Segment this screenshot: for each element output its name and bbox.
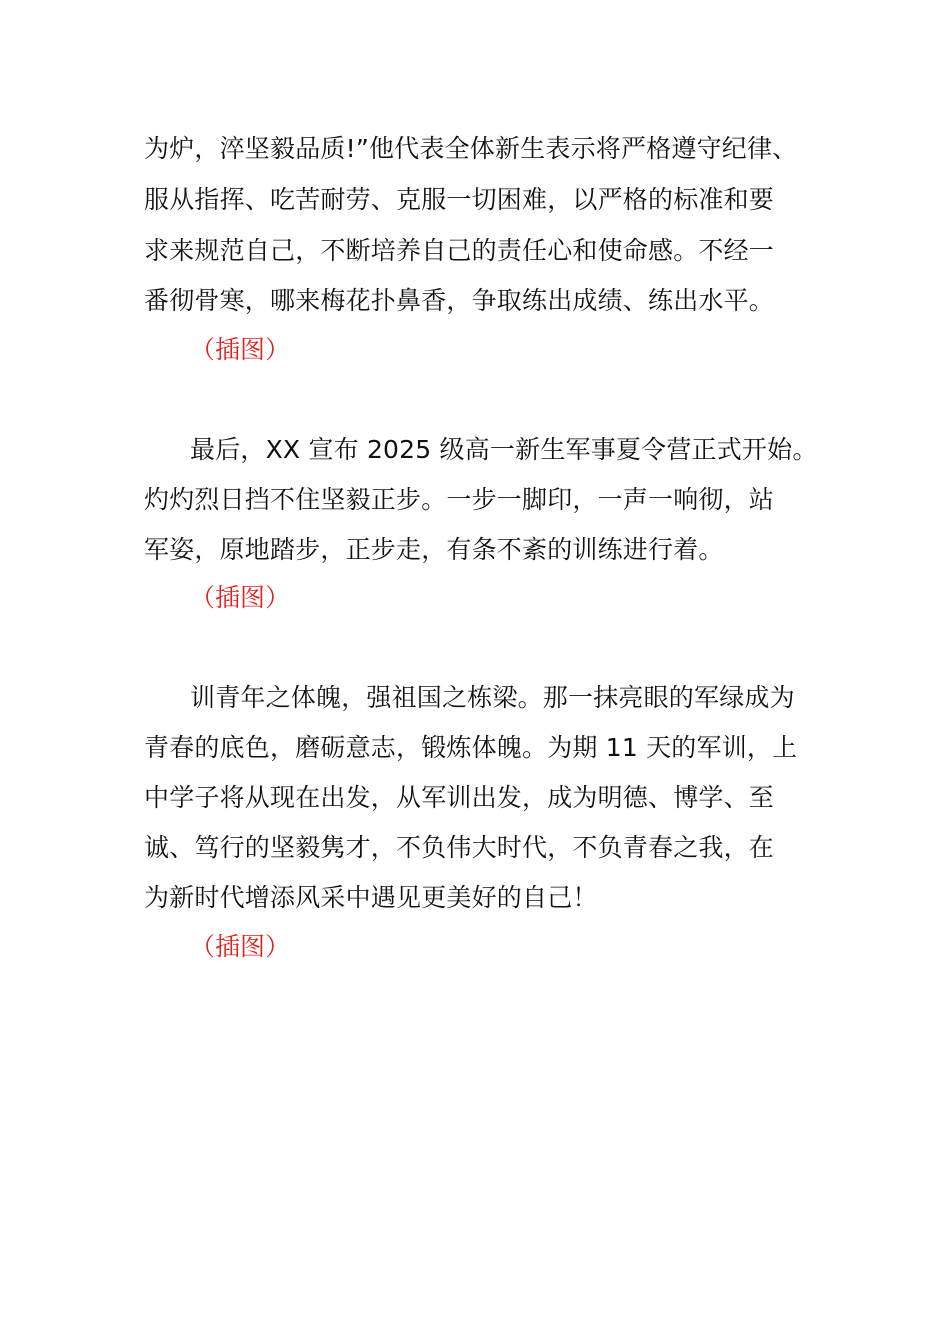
paragraph-1-line-4: 番彻骨寒，哪来梅花扑鼻香，争取练出成绩、练出水平。 [144,286,775,315]
paragraph-2-line-1: 最后，XX 宣布 2025 级高一新生军事夏令营正式开始。 [190,435,818,464]
paragraph-3-line-3: 中学子将从现在出发，从军训出发，成为明德、博学、至 [144,783,775,812]
image-placeholder-caption-3: （插图） [190,932,291,961]
paragraph-1-line-1: 为炉，淬坚毅品质!”他代表全体新生表示将严格遵守纪律、 [144,134,798,163]
paragraph-2-line-3: 军姿，原地踏步，正步走，有条不紊的训练进行着。 [144,535,724,564]
image-placeholder-caption-1: （插图） [190,335,291,364]
paragraph-3-line-5: 为新时代增添风采中遇见更美好的自己！ [144,883,598,912]
paragraph-1-line-3: 求来规范自己，不断培养自己的责任心和使命感。不经一 [144,236,775,265]
paragraph-3-line-2: 青春的底色，磨砺意志，锻炼体魄。为期 11 天的军训，上 [144,733,798,762]
paragraph-2-line-2: 灼灼烈日挡不住坚毅正步。一步一脚印，一声一响彻，站 [144,485,775,514]
image-placeholder-caption-2: （插图） [190,583,291,612]
paragraph-3-line-1: 训青年之体魄，强祖国之栋梁。那一抹亮眼的军绿成为 [190,683,795,712]
paragraph-1-line-2: 服从指挥、吃苦耐劳、克服一切困难，以严格的标准和要 [144,185,775,214]
paragraph-3-line-4: 诚、笃行的坚毅隽才，不负伟大时代，不负青春之我，在 [144,833,775,862]
